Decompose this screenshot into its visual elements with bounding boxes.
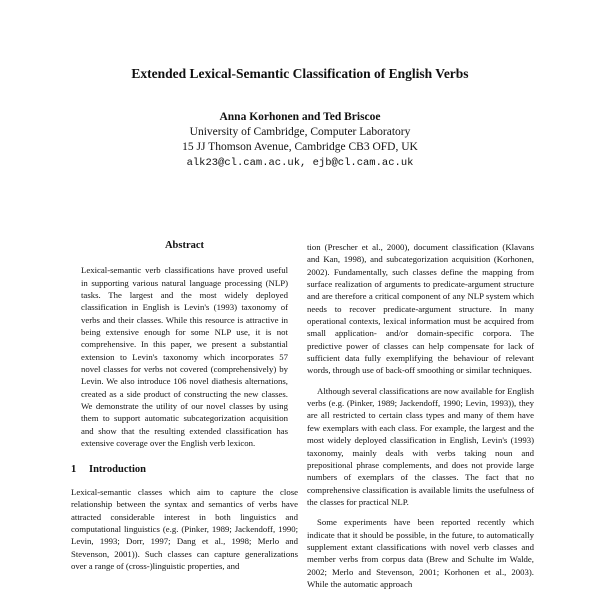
abstract-heading: Abstract bbox=[164, 240, 205, 251]
author-names: Anna Korhonen and Ted Briscoe bbox=[219, 111, 381, 123]
affiliation: University of Cambridge, Computer Laboratory bbox=[189, 126, 411, 139]
section-heading-introduction bbox=[71, 464, 298, 476]
author-block bbox=[0, 110, 600, 171]
intro-paragraph: Lexical-semantic classes which aim to capture the close relationship between the syntax and semantics of verbs have attracted considerable interest in both linguistics and computational linguistics (e.g. (Pinker, 1989; Jackendoff, 1990; Levin, 1993; Dorr, 1997; Dang et al., 1998; Merlo and Stevenson, 2001)). Such classes can capture generalizations over a range of (cross-)linguistic properties, and bbox=[71, 486, 298, 571]
body-paragraph-2: Although several classifications are now available for English verbs (e.g. (Pinker, 1989; Jackendoff, 1990; Levin, 1993)), they are all restricted to certain class types and many of them have few exemplars with each class. For example, the largest and the most widely deployed classification in English, Levin's (1993) taxonomy, mainly deals with verbs taking noun and prepositional phrase complements, and does not provide large numbers of exemplars of the classes. The fact that no comprehensive classification is available limits the usefulness of the classes for practical NLP. bbox=[307, 385, 534, 507]
right-column bbox=[307, 241, 534, 598]
section-title-text: Introduction bbox=[89, 463, 146, 475]
abstract-text: Lexical-semantic verb classifications have proved useful in supporting various natural language processing (NLP) tasks. The largest and the most widely deployed classification in English is Levin's (1993) taxonomy of verbs and their classes. While this resource is attractive in being extensive enough for some NLP use, it is not comprehensive. In this paper, we present a substantial extension to Levin's taxonomy which incorporates 57 novel classes for verbs not covered (comprehensively) by Levin. We also introduce 106 novel diathesis alternations, created as a side product of constructing the new classes. We demonstrate the utility of our novel classes by using them to support automatic subcategorization acquisition and show that the resulting extended classification has extensive coverage over the English verb lexicon. bbox=[81, 265, 288, 449]
body-paragraph-1: tion (Prescher et al., 2000), document classification (Klavans and Kan, 1998), and subcategorization acquisition (Korhonen, 2002). Fundamentally, such classes define the mapping from surface realization of arguments to predicate-argument structure and are therefore a critical component of any NLP system which needs to recover predicate-argument structure. In many operational contexts, lexical information must be acquired from small application- and/or domain-specific corpora. The predictive power of classes can help compensate for lack of sufficient data fully exemplifying the behaviour of relevant words, through use of back-off smoothing or similar techniques. bbox=[307, 242, 534, 376]
address: 15 JJ Thomson Avenue, Cambridge CB3 OFD, UK bbox=[182, 141, 418, 154]
author-emails: alk23@cl.cam.ac.uk, ejb@cl.cam.ac.uk bbox=[186, 156, 414, 169]
section-number: 1 bbox=[71, 463, 77, 475]
body-paragraph-3: Some experiments have been reported recently which indicate that it should be possible, in the future, to automatically supplement extant classifications with novel verb classes and member verbs from corpus data (Brew and Schulte im Walde, 2002; Merlo and Stevenson, 2001; Korhonen et al., 2003). While the automatic approach bbox=[307, 517, 534, 589]
paper-title: Extended Lexical-Semantic Classification of English Verbs bbox=[131, 66, 469, 81]
left-column bbox=[71, 240, 298, 572]
